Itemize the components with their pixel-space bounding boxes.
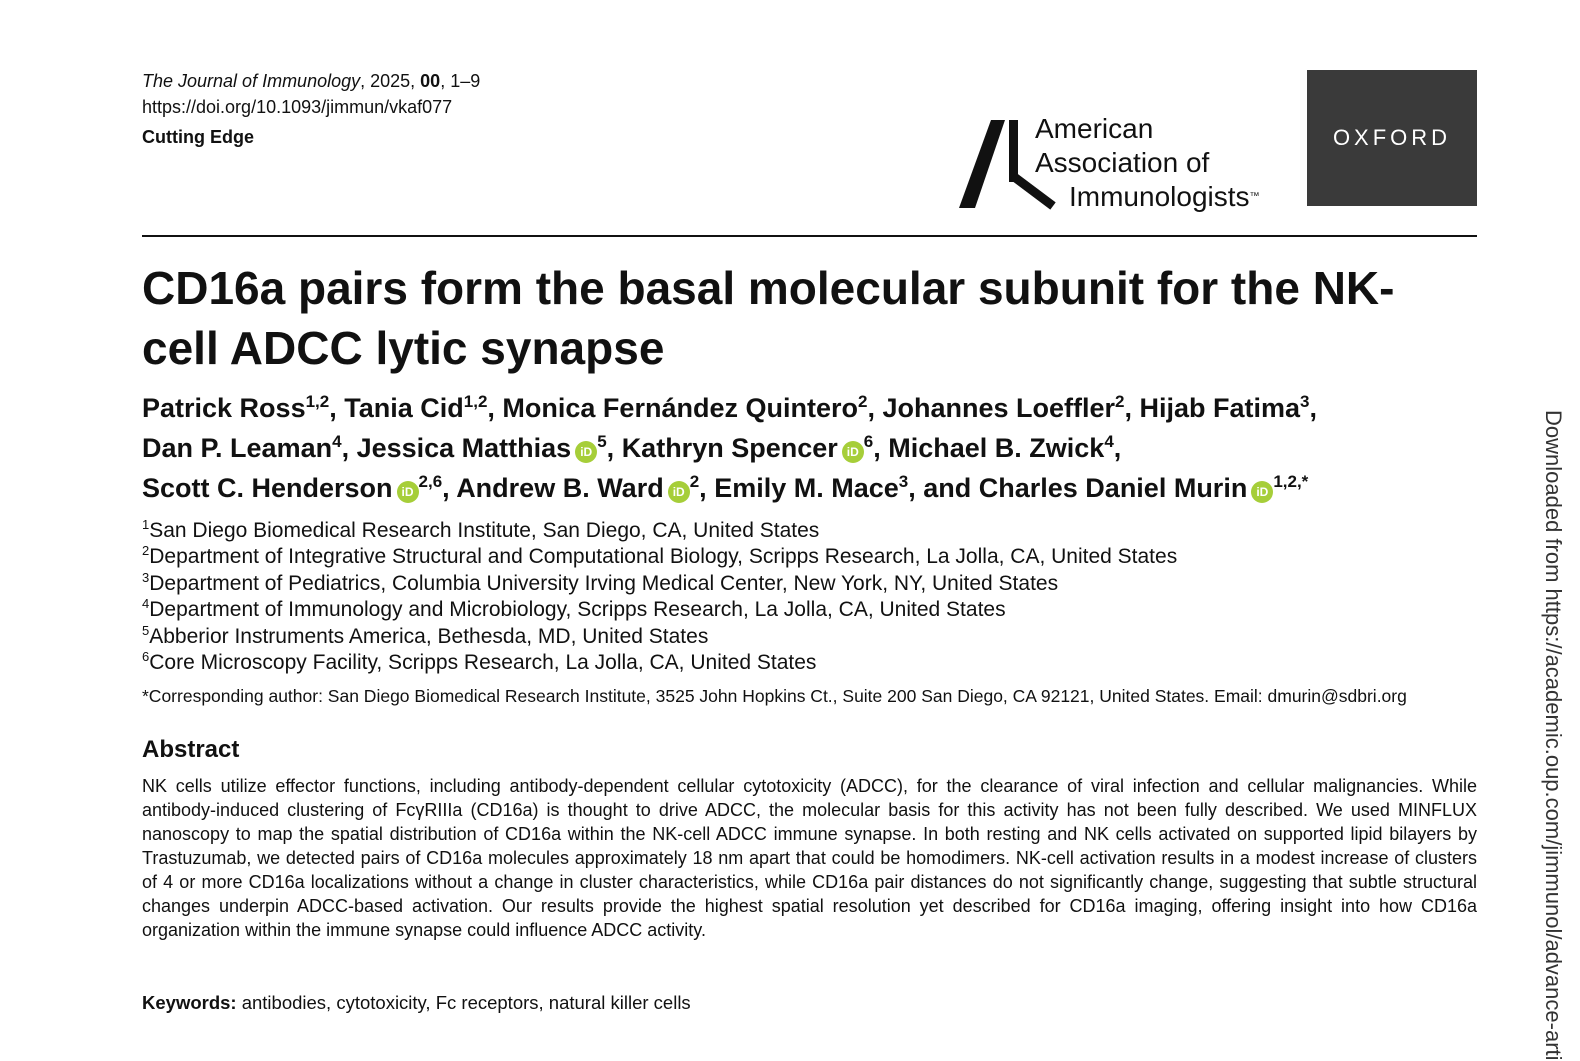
author-affiliation-number: 2 [857,392,868,411]
affiliation-number: 6 [142,649,150,665]
affiliation-number: 2 [142,543,150,559]
author-separator: , [867,393,883,423]
corresponding-author: *Corresponding author: San Diego Biomedical Research Institute, 3525 John Hopkins Ct., Suite 200 San Diego, CA 92121, United States. Email: dmurin@sdbri.org [142,686,1407,706]
keywords-label: Keywords: [142,992,237,1013]
doi-link[interactable]: https://doi.org/10.1093/jimmun/vkaf077 [142,97,453,117]
journal-meta [142,68,480,150]
author-separator: , [699,473,715,503]
author-separator: , [341,433,357,463]
author-name: Jessica Matthias [356,433,572,463]
affiliation-number: 5 [142,622,150,638]
article-title: CD16a pairs form the basal molecular subunit for the NK-cell ADCC lytic synapse [142,262,1395,374]
author-name: Hijab Fatima [1139,393,1301,423]
orcid-icon[interactable]: iD [575,441,597,463]
affiliation-number: 4 [142,596,150,612]
citation-year: , 2025, [360,71,421,91]
trademark: ™ [1249,191,1260,202]
affiliation [142,624,1177,650]
volume: 00 [420,71,441,91]
affiliation [142,597,1177,623]
aai-wordmark [1035,112,1260,214]
affiliation-text: Department of Pediatrics, Columbia University Irving Medical Center, New York, NY, United States [149,571,1059,595]
author-separator: , [1124,393,1140,423]
author-separator: , [442,473,457,503]
author-separator: , [487,393,503,423]
abstract-text: NK cells utilize effector functions, including antibody-dependent cellular cytotoxicity (ADCC), for the clearance of viral infection and cellular malignancies. While antibody-induced clustering of FcγRIIIa (CD16a) is thought to drive ADCC, the molecular basis for this activity has not been fully described. We used MINFLUX nanoscopy to map the spatial distribution of CD16a within the NK-cell ADCC immune synapse. In both resting and NK cells activated on supported lipid bilayers by Trastuzumab, we detected pairs of CD16a molecules approximately 18 nm apart that could be homodimers. NK-cell activation results in a modest increase of clusters of 4 or more CD16a localizations without a change in cluster characteristics, while CD16a pair distances do not significantly change, suggesting that subtle structural changes underpin ADCC-based activation. Our results provide the highest spatial resolution yet described for CD16a imaging, offering insight into how CD16a organization within the immune synapse could influence ADCC activity. [142,776,1477,940]
author-name: Tania Cid [344,393,464,423]
author-affiliation-number: 1,2 [463,392,488,411]
header-divider [142,235,1477,237]
author-name: Patrick Ross [142,393,306,423]
author-affiliation-number: 4 [332,432,342,451]
affiliation-number: 3 [142,569,150,585]
author-affiliation-number: 2,6 [418,472,443,491]
author-name: Scott C. Henderson [142,473,393,503]
oxford-logo: OXFORD [1307,70,1477,206]
affiliation-text: Core Microscopy Facility, Scripps Research, La Jolla, CA, United States [149,651,817,675]
author-affiliation-number: 5 [597,432,607,451]
keywords-list: antibodies, cytotoxicity, Fc receptors, natural killer cells [236,992,691,1013]
aai-line-1: American [1035,113,1154,144]
author-affiliation-number: 3 [1300,392,1310,411]
author-separator: , [329,393,345,423]
author-separator: , [1113,433,1122,463]
affiliation-list [142,518,1177,676]
affiliation [142,650,1177,676]
author-name: Emily M. Mace [714,473,899,503]
orcid-icon[interactable]: iD [668,481,690,503]
author-affiliation-number: 3 [898,472,909,491]
affiliation [142,571,1177,597]
affiliation-number: 1 [142,517,150,532]
article-section: Cutting Edge [142,127,254,147]
author-name: Michael B. Zwick [888,433,1105,463]
author-affiliation-number: 2 [689,472,700,491]
author-name: Andrew B. Ward [456,473,664,503]
affiliation-text: Department of Immunology and Microbiology, Scripps Research, La Jolla, CA, United States [149,598,1006,622]
author-separator: , [1309,393,1318,423]
author-name: Monica Fernández Quintero [502,393,858,423]
author-affiliation-number: 1,2 [305,392,330,411]
orcid-icon[interactable]: iD [397,481,419,503]
affiliation-text: San Diego Biomedical Research Institute, San Diego, CA, United States [149,519,820,542]
orcid-icon[interactable]: iD [842,441,864,463]
author-affiliation-number: 1,2,* [1273,472,1309,491]
affiliation [142,518,1177,544]
author-separator: , and [908,473,979,503]
citation-line [142,68,480,94]
author-name: Dan P. Leaman [142,433,333,463]
abstract-heading: Abstract [142,736,240,763]
author-name: Kathryn Spencer [621,433,838,463]
author-affiliation-number: 4 [1104,432,1114,451]
aai-logo [957,112,1287,212]
author-affiliation-number: 2 [1115,392,1125,411]
aai-line-3-text: Immunologists [1069,181,1250,212]
aai-line-3 [1035,180,1260,214]
author-separator: , [606,433,622,463]
keywords [142,992,691,1014]
page-range: , 1–9 [440,71,481,91]
author-separator: , [873,433,889,463]
author-name: Johannes Loeffler [882,393,1115,423]
author-list [142,388,1482,508]
download-watermark: Downloaded from https://academic.oup.com/jimmunol/advance-arti [1541,410,1566,1061]
author-affiliation-number: 6 [863,432,874,451]
aai-line-2: Association of [1035,147,1210,178]
orcid-icon[interactable]: iD [1251,481,1273,503]
affiliation-text: Abberior Instruments America, Bethesda, MD, United States [149,624,709,648]
author-name: Charles Daniel Murin [978,473,1248,503]
affiliation-text: Department of Integrative Structural and Computational Biology, Scripps Research, La Jolla, CA, United States [149,545,1178,569]
affiliation [142,544,1177,570]
journal-name: The Journal of Immunology [142,71,361,91]
